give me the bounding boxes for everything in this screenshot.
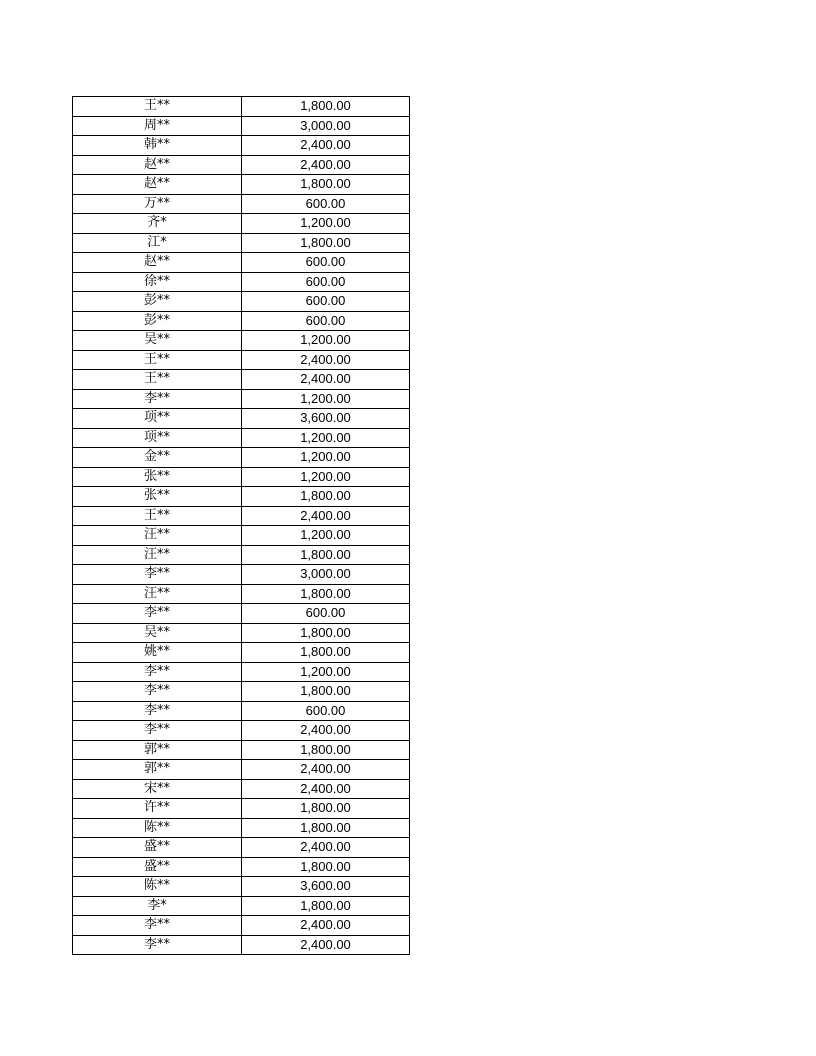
payment-table-body (73, 97, 410, 955)
table-row (73, 818, 410, 838)
name-cell: 陈** (73, 877, 242, 897)
amount-cell: 1,800.00 (242, 175, 410, 195)
amount-cell: 600.00 (242, 292, 410, 312)
name-cell: 汪** (73, 526, 242, 546)
name-cell: 彭** (73, 292, 242, 312)
amount-cell: 1,200.00 (242, 428, 410, 448)
table-row (73, 604, 410, 624)
table-row (73, 136, 410, 156)
amount-cell: 600.00 (242, 604, 410, 624)
name-cell: 赵** (73, 155, 242, 175)
table-row (73, 662, 410, 682)
amount-cell: 2,400.00 (242, 760, 410, 780)
table-row (73, 760, 410, 780)
name-cell: 李** (73, 701, 242, 721)
table-row (73, 916, 410, 936)
table-row (73, 623, 410, 643)
name-cell: 姚** (73, 643, 242, 663)
table-row (73, 409, 410, 429)
amount-cell: 1,200.00 (242, 331, 410, 351)
table-row (73, 389, 410, 409)
amount-cell: 1,800.00 (242, 233, 410, 253)
amount-cell: 1,800.00 (242, 682, 410, 702)
table-row (73, 97, 410, 117)
table-row (73, 350, 410, 370)
table-row (73, 643, 410, 663)
name-cell: 李** (73, 721, 242, 741)
amount-cell: 1,200.00 (242, 214, 410, 234)
name-cell: 王** (73, 370, 242, 390)
table-row (73, 116, 410, 136)
amount-cell: 600.00 (242, 194, 410, 214)
table-row (73, 799, 410, 819)
amount-cell: 1,800.00 (242, 545, 410, 565)
table-row (73, 545, 410, 565)
table-row (73, 487, 410, 507)
table-row (73, 935, 410, 955)
name-cell: 徐** (73, 272, 242, 292)
amount-cell: 2,400.00 (242, 838, 410, 858)
name-cell: 李** (73, 604, 242, 624)
amount-cell: 1,800.00 (242, 97, 410, 117)
table-row (73, 779, 410, 799)
table-row (73, 175, 410, 195)
amount-cell: 600.00 (242, 253, 410, 273)
name-cell: 郭** (73, 740, 242, 760)
table-row (73, 311, 410, 331)
name-cell: 李** (73, 916, 242, 936)
name-cell: 许** (73, 799, 242, 819)
name-cell: 李** (73, 682, 242, 702)
amount-cell: 600.00 (242, 272, 410, 292)
table-row (73, 194, 410, 214)
table-row (73, 467, 410, 487)
amount-cell: 2,400.00 (242, 721, 410, 741)
payment-table (72, 96, 410, 955)
amount-cell: 1,800.00 (242, 740, 410, 760)
name-cell: 李** (73, 389, 242, 409)
amount-cell: 1,800.00 (242, 857, 410, 877)
amount-cell: 3,600.00 (242, 877, 410, 897)
name-cell: 万** (73, 194, 242, 214)
table-row (73, 838, 410, 858)
amount-cell: 2,400.00 (242, 916, 410, 936)
name-cell: 李** (73, 935, 242, 955)
name-cell: 李** (73, 662, 242, 682)
name-cell: 赵** (73, 253, 242, 273)
amount-cell: 1,800.00 (242, 643, 410, 663)
table-row (73, 272, 410, 292)
name-cell: 吴** (73, 331, 242, 351)
table-row (73, 584, 410, 604)
name-cell: 王** (73, 97, 242, 117)
name-cell: 项** (73, 428, 242, 448)
table-row (73, 740, 410, 760)
name-cell: 汪** (73, 545, 242, 565)
name-cell: 彭** (73, 311, 242, 331)
amount-cell: 1,200.00 (242, 448, 410, 468)
table-row (73, 370, 410, 390)
name-cell: 周** (73, 116, 242, 136)
name-cell: 王** (73, 350, 242, 370)
amount-cell: 3,000.00 (242, 565, 410, 585)
amount-cell: 1,200.00 (242, 662, 410, 682)
table-row (73, 292, 410, 312)
amount-cell: 2,400.00 (242, 506, 410, 526)
name-cell: 郭** (73, 760, 242, 780)
amount-cell: 2,400.00 (242, 350, 410, 370)
name-cell: 李* (73, 896, 242, 916)
name-cell: 韩** (73, 136, 242, 156)
amount-cell: 600.00 (242, 311, 410, 331)
table-row (73, 506, 410, 526)
amount-cell: 1,200.00 (242, 467, 410, 487)
name-cell: 汪** (73, 584, 242, 604)
name-cell: 王** (73, 506, 242, 526)
amount-cell: 1,800.00 (242, 896, 410, 916)
table-row (73, 253, 410, 273)
name-cell: 赵** (73, 175, 242, 195)
amount-cell: 2,400.00 (242, 155, 410, 175)
amount-cell: 1,200.00 (242, 389, 410, 409)
name-cell: 江* (73, 233, 242, 253)
table-row (73, 721, 410, 741)
amount-cell: 2,400.00 (242, 779, 410, 799)
amount-cell: 2,400.00 (242, 136, 410, 156)
amount-cell: 1,200.00 (242, 526, 410, 546)
name-cell: 张** (73, 487, 242, 507)
table-row (73, 896, 410, 916)
name-cell: 金** (73, 448, 242, 468)
amount-cell: 1,800.00 (242, 487, 410, 507)
amount-cell: 600.00 (242, 701, 410, 721)
table-row (73, 526, 410, 546)
name-cell: 张** (73, 467, 242, 487)
amount-cell: 1,800.00 (242, 584, 410, 604)
name-cell: 齐* (73, 214, 242, 234)
amount-cell: 1,800.00 (242, 623, 410, 643)
table-row (73, 214, 410, 234)
name-cell: 项** (73, 409, 242, 429)
table-row (73, 565, 410, 585)
table-row (73, 877, 410, 897)
name-cell: 陈** (73, 818, 242, 838)
amount-cell: 2,400.00 (242, 370, 410, 390)
table-row (73, 682, 410, 702)
table-row (73, 701, 410, 721)
table-row (73, 155, 410, 175)
name-cell: 宋** (73, 779, 242, 799)
amount-cell: 2,400.00 (242, 935, 410, 955)
amount-cell: 3,000.00 (242, 116, 410, 136)
name-cell: 吴** (73, 623, 242, 643)
table-row (73, 857, 410, 877)
name-cell: 盛** (73, 857, 242, 877)
name-cell: 盛** (73, 838, 242, 858)
table-row (73, 233, 410, 253)
amount-cell: 3,600.00 (242, 409, 410, 429)
table-row (73, 448, 410, 468)
amount-cell: 1,800.00 (242, 818, 410, 838)
table-row (73, 428, 410, 448)
name-cell: 李** (73, 565, 242, 585)
table-row (73, 331, 410, 351)
amount-cell: 1,800.00 (242, 799, 410, 819)
